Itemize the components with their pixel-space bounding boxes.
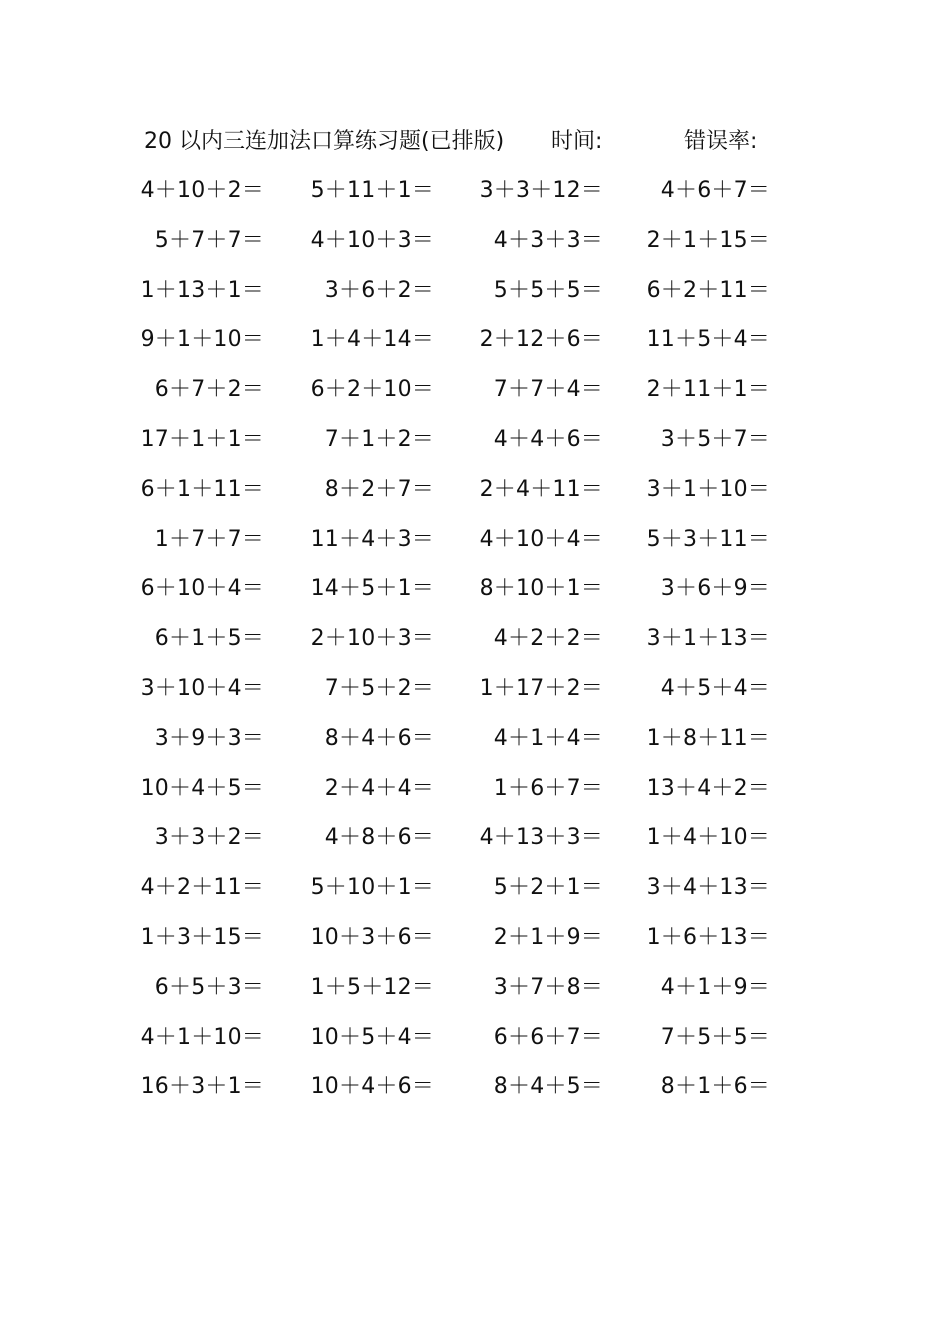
- addition-problem: 4＋2＋2＝: [493, 626, 603, 652]
- addition-problem: 16＋3＋1＝: [140, 1074, 264, 1100]
- addition-problem: 3＋6＋9＝: [660, 576, 770, 602]
- problem-row: [0, 621, 950, 671]
- addition-problem: 2＋4＋11＝: [479, 476, 603, 502]
- addition-problem: 2＋12＋6＝: [479, 327, 603, 353]
- addition-problem: 3＋1＋10＝: [646, 476, 770, 502]
- addition-problem: 7＋5＋5＝: [660, 1024, 770, 1050]
- addition-problem: 3＋7＋8＝: [493, 974, 603, 1000]
- addition-problem: 8＋4＋5＝: [493, 1074, 603, 1100]
- addition-problem: 2＋4＋4＝: [324, 775, 434, 801]
- problem-row: [0, 870, 950, 920]
- addition-problem: 8＋4＋6＝: [324, 725, 434, 751]
- addition-problem: 4＋1＋4＝: [493, 725, 603, 751]
- addition-problem: 6＋1＋5＝: [154, 626, 264, 652]
- addition-problem: 6＋5＋3＝: [154, 974, 264, 1000]
- addition-problem: 1＋13＋1＝: [140, 277, 264, 303]
- addition-problem: 8＋2＋7＝: [324, 476, 434, 502]
- problem-row: [0, 1069, 950, 1119]
- addition-problem: 4＋10＋3＝: [310, 227, 434, 253]
- worksheet-title: 20 以内三连加法口算练习题(已排版): [144, 129, 505, 154]
- addition-problem: 6＋2＋11＝: [646, 277, 770, 303]
- addition-problem: 5＋11＋1＝: [310, 178, 434, 203]
- addition-problem: 6＋10＋4＝: [140, 576, 264, 602]
- problem-row: [0, 322, 950, 372]
- addition-problem: 3＋6＋2＝: [324, 277, 434, 303]
- addition-problem: 8＋10＋1＝: [479, 576, 603, 602]
- addition-problem: 4＋1＋9＝: [660, 974, 770, 1000]
- addition-problem: 1＋8＋11＝: [646, 725, 770, 751]
- addition-problem: 5＋3＋11＝: [646, 526, 770, 552]
- problem-row: [0, 820, 950, 870]
- problem-row: [0, 173, 950, 223]
- addition-problem: 4＋10＋4＝: [479, 526, 603, 552]
- problem-row: [0, 970, 950, 1020]
- addition-problem: 4＋8＋6＝: [324, 825, 434, 851]
- addition-problem: 2＋10＋3＝: [310, 626, 434, 652]
- addition-problem: 3＋3＋12＝: [479, 178, 603, 203]
- addition-problem: 11＋5＋4＝: [646, 327, 770, 353]
- addition-problem: 14＋5＋1＝: [310, 576, 434, 602]
- addition-problem: 5＋5＋5＝: [493, 277, 603, 303]
- addition-problem: 10＋5＋4＝: [310, 1024, 434, 1050]
- addition-problem: 3＋1＋13＝: [646, 626, 770, 652]
- addition-problem: 6＋7＋2＝: [154, 377, 264, 403]
- problem-row: [0, 721, 950, 771]
- addition-problem: 3＋10＋4＝: [140, 675, 264, 701]
- addition-problem: 4＋10＋2＝: [140, 178, 264, 203]
- addition-problem: 1＋6＋13＝: [646, 924, 770, 950]
- addition-problem: 5＋10＋1＝: [310, 875, 434, 901]
- addition-problem: 7＋7＋4＝: [493, 377, 603, 403]
- addition-problem: 6＋2＋10＝: [310, 377, 434, 403]
- addition-problem: 1＋4＋14＝: [310, 327, 434, 353]
- addition-problem: 6＋6＋7＝: [493, 1024, 603, 1050]
- problem-row: [0, 273, 950, 323]
- problem-row: [0, 223, 950, 273]
- addition-problem: 4＋13＋3＝: [479, 825, 603, 851]
- addition-problem: 11＋4＋3＝: [310, 526, 434, 552]
- addition-problem: 4＋3＋3＝: [493, 227, 603, 253]
- addition-problem: 10＋3＋6＝: [310, 924, 434, 950]
- addition-problem: 3＋3＋2＝: [154, 825, 264, 851]
- problem-row: [0, 522, 950, 572]
- addition-problem: 1＋5＋12＝: [310, 974, 434, 1000]
- addition-problem: 4＋5＋4＝: [660, 675, 770, 701]
- addition-problem: 4＋6＋7＝: [660, 178, 770, 203]
- addition-problem: 4＋2＋11＝: [140, 875, 264, 901]
- addition-problem: 1＋6＋7＝: [493, 775, 603, 801]
- problem-row: [0, 372, 950, 422]
- addition-problem: 7＋1＋2＝: [324, 426, 434, 452]
- error-rate-label: 错误率:: [684, 129, 758, 154]
- problem-grid: [0, 173, 950, 1119]
- problem-row: [0, 1020, 950, 1070]
- problem-row: [0, 571, 950, 621]
- addition-problem: 10＋4＋6＝: [310, 1074, 434, 1100]
- addition-problem: 9＋1＋10＝: [140, 327, 264, 353]
- addition-problem: 4＋1＋10＝: [140, 1024, 264, 1050]
- addition-problem: 4＋4＋6＝: [493, 426, 603, 452]
- addition-problem: 3＋4＋13＝: [646, 875, 770, 901]
- addition-problem: 2＋11＋1＝: [646, 377, 770, 403]
- time-label: 时间:: [551, 129, 603, 154]
- problem-row: [0, 920, 950, 970]
- addition-problem: 3＋9＋3＝: [154, 725, 264, 751]
- addition-problem: 6＋1＋11＝: [140, 476, 264, 502]
- problem-row: [0, 472, 950, 522]
- addition-problem: 5＋7＋7＝: [154, 227, 264, 253]
- problem-row: [0, 671, 950, 721]
- addition-problem: 1＋3＋15＝: [140, 924, 264, 950]
- addition-problem: 5＋2＋1＝: [493, 875, 603, 901]
- addition-problem: 1＋4＋10＝: [646, 825, 770, 851]
- problem-row: [0, 422, 950, 472]
- addition-problem: 17＋1＋1＝: [140, 426, 264, 452]
- addition-problem: 13＋4＋2＝: [646, 775, 770, 801]
- addition-problem: 2＋1＋9＝: [493, 924, 603, 950]
- worksheet-header: [0, 125, 950, 159]
- addition-problem: 1＋7＋7＝: [154, 526, 264, 552]
- addition-problem: 7＋5＋2＝: [324, 675, 434, 701]
- problem-row: [0, 771, 950, 821]
- addition-problem: 8＋1＋6＝: [660, 1074, 770, 1100]
- addition-problem: 10＋4＋5＝: [140, 775, 264, 801]
- addition-problem: 1＋17＋2＝: [479, 675, 603, 701]
- addition-problem: 2＋1＋15＝: [646, 227, 770, 253]
- addition-problem: 3＋5＋7＝: [660, 426, 770, 452]
